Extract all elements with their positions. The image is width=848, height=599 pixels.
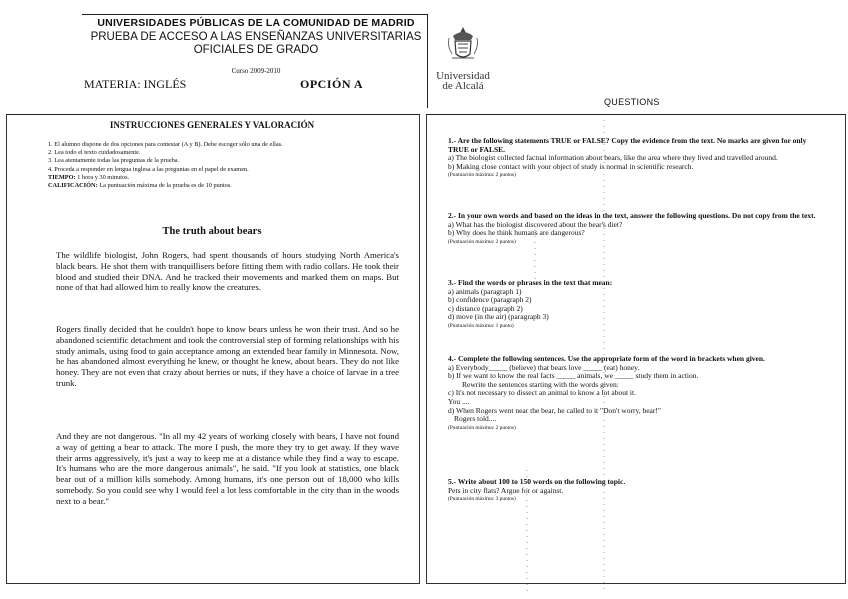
exam-title-line-1: PRUEBA DE ACCESO A LAS ENSEÑANZAS UNIVERSITARIAS (90, 31, 422, 43)
article-title: The truth about bears (162, 226, 262, 237)
question-2-title: 2.- In your own words and based on the ideas in the text, answer the following questions. Do not copy from the text. (448, 211, 816, 220)
instructions-title: INSTRUCCIONES GENERALES Y VALORACIÓN (109, 120, 315, 130)
article-paragraph-3: And they are not dangerous. "In all my 42 years of working closely with bears, I have not found a way of getting a bear to attack. The more I push, the more they try to get away. If they wave their arms aggressively, it's just a way to keep me at a distance while they find a way to escape. It's humans who are the more dangerous animals", he said. "If you look at statistics, one black bear out of a million kills somebody. Among humans, it's one person out of 18,000 who kills somebody. So you could see why I would feel a lot less comfortable in the city than in the woods next to a bear." (56, 431, 399, 506)
logo-text-1: Universidad (436, 70, 490, 82)
article-paragraph-1: The wildlife biologist, John Rogers, had spent thousands of hours studying North America's black bears. He shot them with tranquillisers before fitting them with radio collars. He took their blood and studied their DNA. And he tracked their movements and marked them on maps. But none of that had allowed him to really know the creatures. (56, 250, 399, 293)
logo-text-2: de Alcalá (442, 80, 484, 92)
instruction-item: 2. Lea todo el texto cuidadosamente. (48, 149, 141, 157)
question-4-c-answer: You .... (448, 396, 470, 406)
question-2-b: b) Why does he think humans are dangerous? (448, 228, 585, 238)
questions-heading: QUESTIONS (604, 97, 660, 107)
question-5-title: 5.- Write about 100 to 150 words on the following topic. (448, 477, 626, 486)
question-3-score: (Puntuación máxima: 1 punto) (448, 322, 514, 329)
question-3-b: b) confidence (paragraph 2) (448, 295, 532, 305)
question-1-a: a) The biologist collected factual information about bears, like the area where they lived and travelled around. (448, 153, 778, 163)
instruction-item: 3. Lea atentamente todas las preguntas de la prueba. (48, 157, 180, 165)
question-3-title: 3.- Find the words or phrases in the text that mean: (448, 278, 613, 287)
question-3-c: c) distance (paragraph 2) (448, 303, 523, 313)
instruction-item: 4. Proceda a responder en lengua inglesa a las preguntas en el papel de examen. (48, 165, 249, 173)
time-label: TIEMPO: (48, 173, 76, 181)
question-5-topic: Pets in city flats? Argue for or against. (448, 485, 564, 495)
question-3-a: a) animals (paragraph 1) (448, 286, 522, 296)
question-1-title: 1.- Are the following statements TRUE or FALSE? Copy the evidence from the text. No marks are given for only TRUE or FALSE. (448, 136, 807, 154)
instruction-item: 1. El alumno dispone de dos opciones para contestar (A y B). Debe escoger sólo una de ellas. (48, 141, 283, 148)
subject-label: MATERIA: INGLÉS (84, 77, 187, 91)
question-4-c: c) It's not necessary to dissect an animal to know a lot about it. (448, 388, 636, 398)
question-4-a: a) Everybody_____ (believe) that bears love _____ (eat) honey. (448, 362, 640, 372)
time-value: 1 hora y 30 minutos. (77, 173, 130, 181)
question-2-score: (Puntuación máxima: 2 puntos) (448, 238, 516, 245)
question-4-rewrite: Rewrite the sentences starting with the words given: (462, 379, 619, 389)
question-2-a: a) What has the biologist discovered about the bear's diet? (448, 219, 623, 229)
university-line: UNIVERSIDADES PÚBLICAS DE LA COMUNIDAD DE MADRID (97, 17, 415, 29)
question-3-d: d) move (in the air) (paragraph 3) (448, 312, 549, 322)
exam-title-line-2: OFICIALES DE GRADO (193, 43, 319, 56)
article-paragraph-2: Rogers finally decided that he couldn't hope to know bears unless he won their trust. And so he abandoned scientific detachment and took the controversial step of forming relationships with his study animals, using food to gain acceptance among an extended bear family in Minnesota. Now, he has abandoned almost everything he knew, or thought he knew, about bears. They do not like honey. They are not even that crazy about berries or nuts, if they have a choice of larvae in a tree trunk. (56, 324, 399, 388)
question-4-d-answer: Rogers told.... (454, 414, 497, 424)
grade-label: CALIFICACIÓN: (48, 182, 98, 190)
question-4-score: (Puntuación máxima: 2 puntos) (448, 424, 516, 431)
option-label: OPCIÓN A (300, 77, 364, 91)
question-5-score: (Puntuación máxima: 3 puntos) (448, 496, 516, 503)
question-1-score: (Puntuación máxima: 2 puntos) (448, 172, 516, 179)
question-1-b: b) Making close contact with your object of study is normal in scientific research. (448, 161, 694, 171)
question-4-d: d) When Rogers went near the bear, he called to it "Don't worry, bear!" (448, 405, 661, 415)
grade-value: La puntuación máxima de la prueba es de 10 puntos. (99, 182, 232, 190)
question-4-b: b) If we want to know the real facts _____ animals, we _____ study them in action. (448, 371, 699, 381)
question-4-title: 4.- Complete the following sentences. Use the appropriate form of the word in brackets when given. (448, 354, 765, 363)
course-year: Curso 2009-2010 (231, 67, 281, 75)
